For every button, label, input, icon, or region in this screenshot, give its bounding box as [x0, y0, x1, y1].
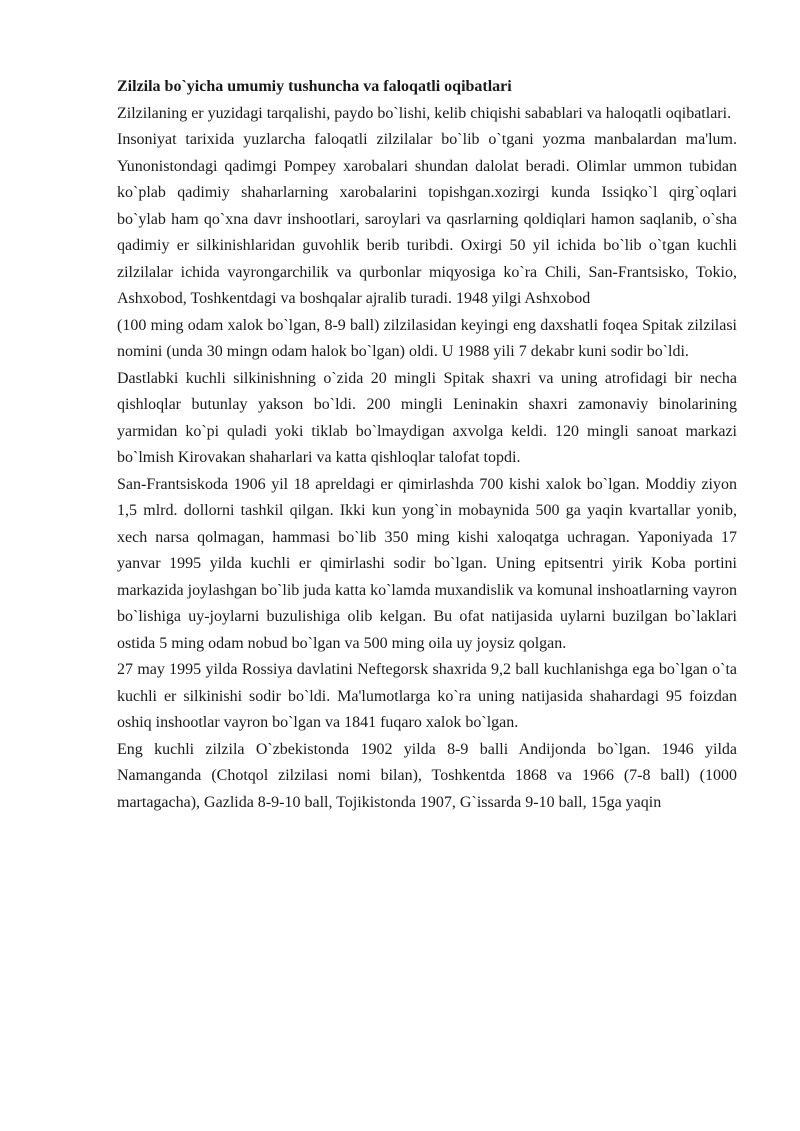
- paragraph-neftegorsk: 27 may 1995 yilda Rossiya davlatini Neftegorsk shaxrida 9,2 ball kuchlanishga ega bo`lgan o`ta kuchli er silkinishi sodir bo`ldi. Ma'lumotlarga ko`ra uning natijasida shahardagi 95 foizdan oshiq inshootlar vayron bo`lgan va 1841 fuqaro xalok bo`lgan.: [117, 661, 737, 731]
- paragraph-spitak: (100 ming odam xalok bo`lgan, 8-9 ball) zilzilasidan keyingi eng daxshatli foqea Spitak zilzilasi nomini (unda 30 mingn odam halok bo`lgan) oldi. U 1988 yili 7 dekabr kuni sodir bo`ldi.: [117, 316, 737, 360]
- paragraph-uzbekistan: Eng kuchli zilzila O`zbekistonda 1902 yilda 8-9 balli Andijonda bo`lgan. 1946 yilda Namanganda (Chotqol zilzilasi nomi bilan), Toshkentda 1868 va 1966 (7-8 ball) (1000 martagacha), Gazlida 8-9-10 ball, Tojikistonda 1907, G`issarda 9-10 ball, 15ga yaqin: [117, 740, 737, 811]
- paragraph-san-francisco-japan: San-Frantsiskoda 1906 yil 18 apreldagi er qimirlashda 700 kishi xalok bo`lgan. Moddiy ziyon 1,5 mlrd. dollorni tashkil qilgan. Ikki kun yong`in mobaynida 500 ga yaqin kvartallar yonib, xech narsa qolmagan, hammasi bo`lib 350 ming kishi xaloqatga uchragan. Yaponiyada 17 yanvar 1995 yilda kuchli er qimirlashi sodir bo`lgan. Uning epitsentri yirik Koba portini markazida joylashgan bo`lib juda katta ko`lamda muxandislik va komunal inshoatlarning vayron bo`lishiga uy-joylarni buzulishiga olib kelgan. Bu ofat natijasida uylarni buzilgan bo`laklari ostida 5 ming odam nobud bo`lgan va 500 ming oila uy joysiz qolgan.: [117, 475, 737, 652]
- paragraph-intro: Zilzilaning er yuzidagi tarqalishi, paydo bo`lishi, kelib chiqishi sabablari va haloqatli oqibatlari.: [117, 104, 732, 122]
- document-page: [117, 74, 737, 816]
- paragraph-spitak-damage: Dastlabki kuchli silkinishning o`zida 20 mingli Spitak shaxri va uning atrofidagi bir necha qishloqlar butunlay yakson bo`ldi. 200 mingli Leninakin shaxri zamonaviy binolarining yarmidan ko`pi quladi yoki tiklab bo`lmaydigan axvolga keldi. 120 mingli sanoat markazi bo`lmish Kirovakan shaharlari va katta qishloqlar talofat topdi.: [117, 369, 737, 466]
- paragraph-history: Insoniyat tarixida yuzlarcha faloqatli zilzilalar bo`lib o`tgani yozma manbalardan ma'lum. Yunonistondagi qadimgi Pompey xarobalari shundan dalolat beradi. Olimlar ummon tubidan ko`plab qadimiy shaharlarning xarobalarini topishgan.xozirgi kunda Issiqko`l qirg`oqlari bo`ylab ham qo`xna davr inshootlari, saroylari va qasrlarning qoldiqlari hamon saqlanib, o`sha qadimiy er silkinishlaridan guvohlik berib turibdi. Oxirgi 50 yil ichida bo`lib o`tgan kuchli zilzilalar ichida vayrongarchilik va qurbonlar miqyosiga ko`ra Chili, San-Frantsisko, Tokio, Ashxobod, Toshkentdagi va boshqalar ajralib turadi. 1948 yilgi Ashxobod: [117, 131, 737, 307]
- document-title: Zilzila bo`yicha umumiy tushuncha va faloqatli oqibatlari: [117, 78, 512, 95]
